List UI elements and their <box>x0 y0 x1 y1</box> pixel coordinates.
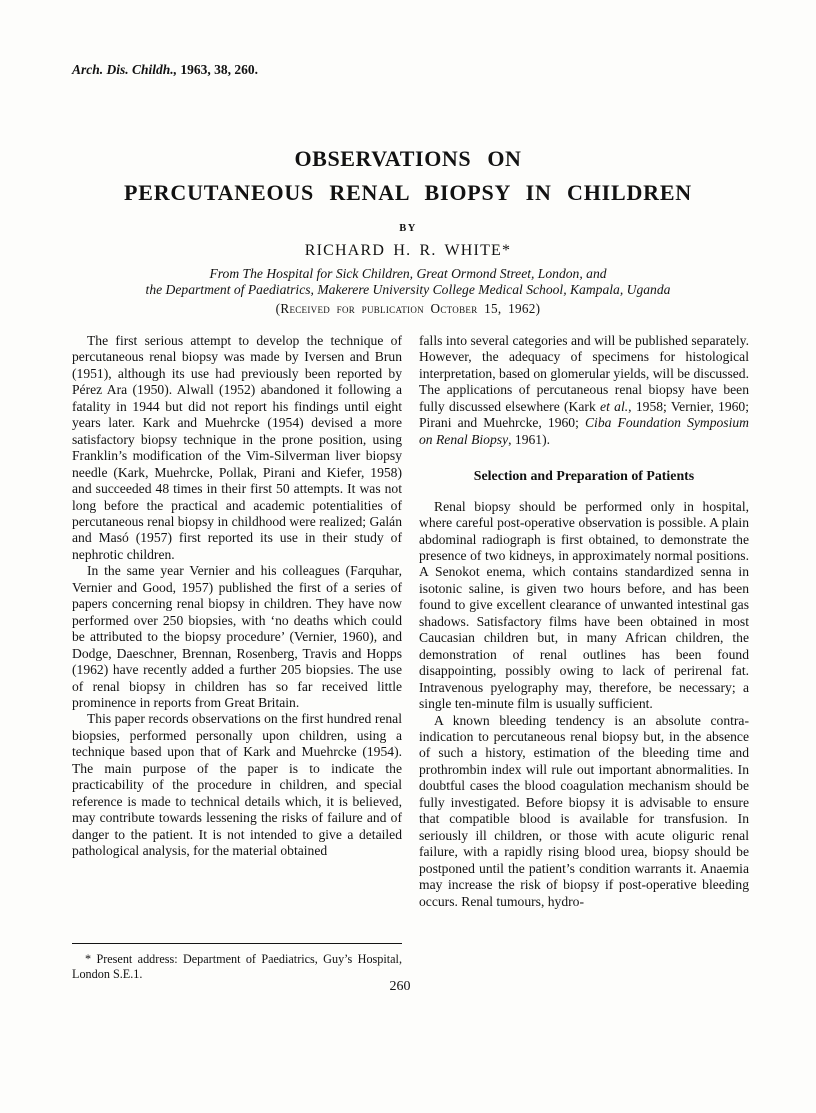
page-number: 260 <box>389 979 411 994</box>
paragraph: A known bleeding tendency is an absolute contra-indication to percutaneous renal biopsy but, in the absence of such a history, estimation of the bleeding time and prothrombin index will rule out important abnormalities. In doubtful cases the blood coagulation mechanism should be fully investigated. Before biopsy it is advisable to ensure that compatible blood is available for transfusion. In seriously ill children, or those with acute oliguric renal failure, with a rapidly rising blood urea, biopsy should be postponed until the patient’s condition warrants it. Anaemia may increase the risk of biopsy if post-operative bleeding occurs. Renal tumours, hydro- <box>419 712 749 909</box>
author-name: RICHARD H. R. WHITE* <box>304 242 512 259</box>
footnote-block <box>72 943 402 983</box>
right-column <box>419 333 749 983</box>
received-date-line: (Received for publication October 15, 1962) <box>275 301 541 316</box>
footnote-text: * Present address: Department of Paediatrics, Guy’s Hospital, London S.E.1. <box>72 951 402 982</box>
text-run: , 1958; Vernier, 1960; Pirani and Muehrcke, 1960; <box>419 398 749 431</box>
text-run-italic: et al. <box>600 398 629 414</box>
journal-citation: 1963, 38, 260. <box>180 62 259 77</box>
text-run: falls into several categories and will be published separately. However, the adequacy of specimens for histological interpretation, based on glomerular yields, will be discussed. The applications of percutaneous renal biopsy have been fully discussed elsewhere (Kark <box>419 333 749 414</box>
text-run: , 1961). <box>508 431 551 447</box>
paper-title-line1: OBSERVATIONS ON <box>294 146 522 171</box>
journal-name: Arch. Dis. Childh., <box>72 62 178 77</box>
paragraph: The first serious attempt to develop the technique of percutaneous renal biopsy was made by Iversen and Brun (1951), although its use had previously been reported by Pérez Ara (1950). Alwall (1952) abandoned it following a fatality in 1944 but did not report his findings until eight years later. Kark and Muehrcke (1954) devised a more satisfactory biopsy technique in the prone position, using Franklin’s modification of the Vim-Silverman liver biopsy needle (Kark, Muehrcke, Pollak, Pirani and Kiefer, 1958) and succeeded 48 times in their first 50 attempts. It was not long before the practical and academic potentialities of percutaneous renal biopsy in childhood were realized; Galán and Masó (1957) first reported its use in their study of nephrotic children. <box>72 333 402 562</box>
paragraph: Renal biopsy should be performed only in hospital, where careful post-operative observation is possible. A plain abdominal radiograph is first obtained, to demonstrate the presence of two kidneys, in approximately normal positions. A Senokot enema, which contains standardized senna in isotonic saline, is given two hours before, and has been found to give excellent clearance of unwanted intestinal gas shadows. Satisfactory films have been obtained in most Caucasian children but, in many African children, the demonstration of renal outlines has been found disappointing, possibly owing to lack of perirenal fat. Intravenous pyelography may, therefore, be necessary; a single ten-minute film is usually sufficient. <box>419 498 749 712</box>
paragraph: This paper records observations on the first hundred renal biopsies, performed personally upon children, using a technique based upon that of Kark and Muehrcke (1954). The main purpose of the paper is to indicate the practicability of the procedure in children, and special reference is made to technical details which, it is believed, may contribute towards lessening the risks of failure and of danger to the patient. It is not intended to give a detailed pathological analysis, for the material obtained <box>72 711 402 859</box>
paragraph: In the same year Vernier and his colleagues (Farquhar, Vernier and Good, 1957) published the first of a series of papers concerning renal biopsy in children. They have now performed over 250 biopsies, with ‘no deaths which could be attributed to the biopsy procedure’ (Vernier, 1960), and Dodge, Daeschner, Brennan, Rosenberg, Travis and Hopps (1962) have recently added a further 205 biopsies. The use of renal biopsy in children has so far received little prominence in reports from Great Britain. <box>72 563 402 710</box>
journal-reference <box>72 62 258 78</box>
paragraph-continuation <box>419 333 749 448</box>
section-heading: Selection and Preparation of Patients <box>473 469 695 485</box>
affiliation-line2: the Department of Paediatrics, Makerere University College Medical School, Kampala, Uganda <box>145 282 671 297</box>
text-run-italic: Ciba Foundation Symposium on Renal Biopsy <box>419 415 749 447</box>
body-columns <box>72 333 748 983</box>
left-column <box>72 333 402 983</box>
byline-label: BY <box>399 223 417 234</box>
paper-title-line2: PERCUTANEOUS RENAL BIOPSY IN CHILDREN <box>123 180 692 205</box>
affiliation-line1: From The Hospital for Sick Children, Great Ormond Street, London, and <box>209 266 607 281</box>
